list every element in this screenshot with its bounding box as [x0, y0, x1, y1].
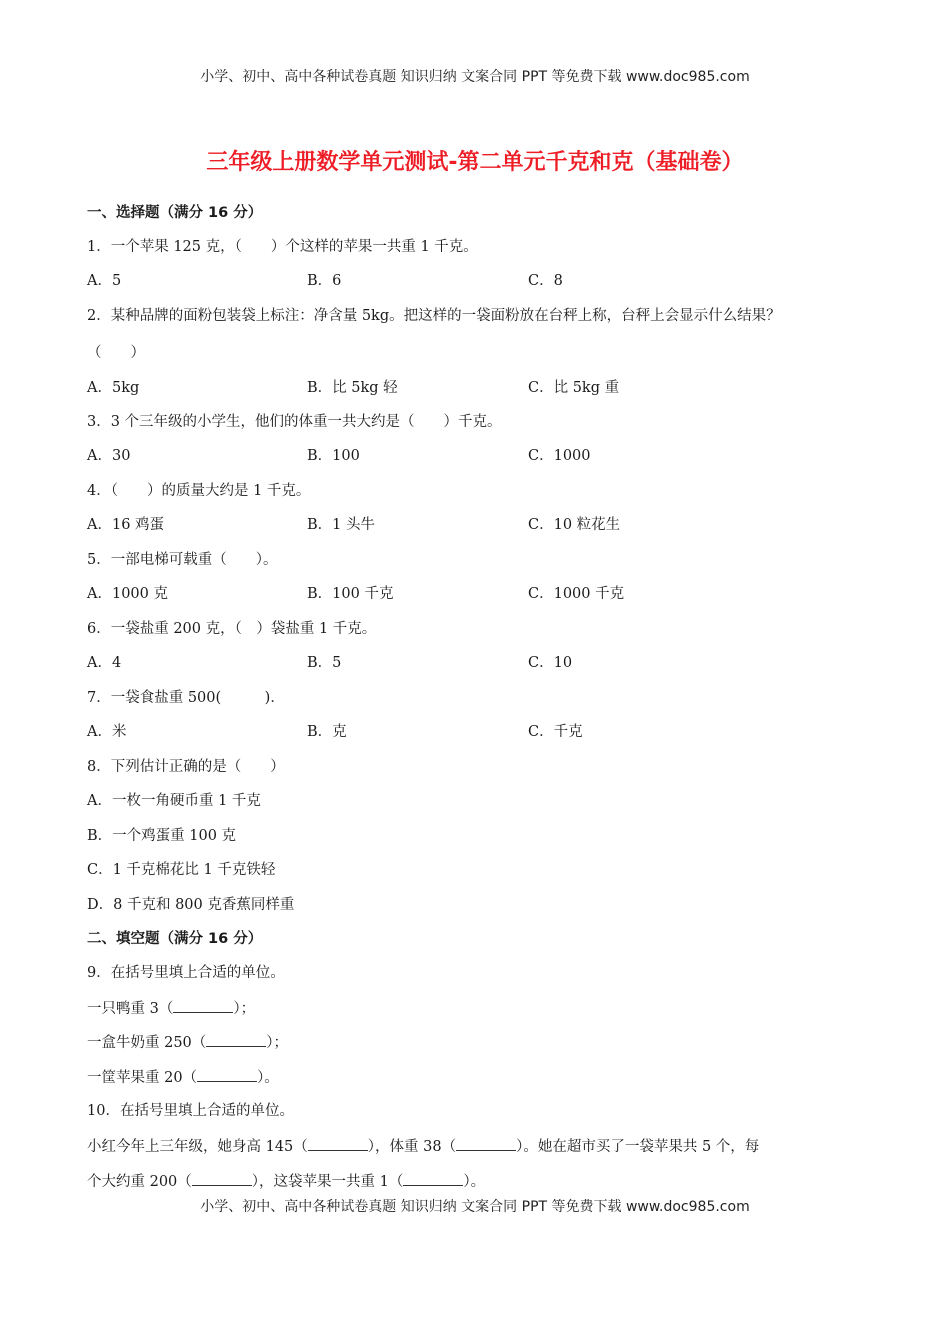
question-6-option-b[interactable]: B．5 [307, 655, 342, 671]
question-1-option-b[interactable]: B．6 [307, 273, 342, 289]
question-2-option-c[interactable]: C．比 5kg 重 [528, 380, 620, 396]
section-heading-choice: 一、选择题（满分 16 分） [87, 205, 263, 221]
question-2-stem: 2．某种品牌的面粉包装袋上标注：净含量 5kg。把这样的一袋面粉放在台秤上称，台秤上会显示什么结果？ [87, 308, 781, 324]
question-10-line-1-part-1: 小红今年上三年级，她身高 145（ [87, 1139, 308, 1155]
question-9-line-3-post: ）。 [257, 1070, 279, 1086]
question-10-line-1-part-2: ），体重 38（ [367, 1139, 457, 1155]
question-7-option-a[interactable]: A．米 [87, 724, 127, 740]
question-10-line-2-part-2: ），这袋苹果一共重 1（ [251, 1174, 404, 1190]
footer-watermark: 小学、初中、高中各种试卷真题 知识归纳 文案合同 PPT 等免费下载 www.doc985.com [200, 1199, 750, 1215]
question-10-line-2 [87, 1171, 485, 1192]
question-3-stem: 3．3 个三年级的小学生，他们的体重一共大约是（ ）千克。 [87, 414, 502, 430]
question-8-option-b[interactable]: B．一个鸡蛋重 100 克 [87, 828, 237, 844]
question-10-stem: 10．在括号里填上合适的单位。 [87, 1103, 294, 1119]
question-10-line-1 [87, 1136, 759, 1157]
question-1-option-c[interactable]: C．8 [528, 273, 563, 289]
header-watermark: 小学、初中、高中各种试卷真题 知识归纳 文案合同 PPT 等免费下载 www.doc985.com [200, 69, 750, 85]
question-5-option-b[interactable]: B．100 千克 [307, 586, 394, 602]
question-5-stem: 5．一部电梯可载重（ ）。 [87, 552, 278, 568]
question-10-line-1-part-3: ）。她在超市买了一袋苹果共 5 个，每 [516, 1139, 760, 1155]
question-7-option-b[interactable]: B．克 [307, 724, 347, 740]
question-6-option-a[interactable]: A．4 [87, 655, 122, 671]
question-8-option-a[interactable]: A．一枚一角硬币重 1 千克 [87, 793, 261, 809]
question-6-option-c[interactable]: C．10 [528, 655, 573, 671]
question-9-stem: 9．在括号里填上合适的单位。 [87, 965, 285, 981]
question-6-stem: 6．一袋盐重 200 克，（ ）袋盐重 1 千克。 [87, 621, 377, 637]
question-8-option-c[interactable]: C．1 千克棉花比 1 千克铁轻 [87, 862, 276, 878]
question-1-stem: 1．一个苹果 125 克，（ ）个这样的苹果一共重 1 千克。 [87, 239, 478, 255]
question-4-option-c[interactable]: C．10 粒花生 [528, 517, 621, 533]
answer-blank[interactable] [308, 1136, 368, 1151]
question-5-option-c[interactable]: C．1000 千克 [528, 586, 625, 602]
question-2-option-a[interactable]: A．5kg [87, 380, 140, 396]
question-9-line-2-post: ）； [266, 1035, 289, 1051]
question-1-option-a[interactable]: A．5 [87, 273, 122, 289]
question-2-stem-cont: （ ） [87, 345, 145, 361]
question-3-option-a[interactable]: A．30 [87, 448, 131, 464]
question-9-line-2 [87, 1032, 288, 1053]
question-4-stem: 4．（ ）的质量大约是 1 千克。 [87, 483, 311, 499]
section-heading-fill: 二、填空题（满分 16 分） [87, 931, 263, 947]
question-9-line-1-pre: 一只鸭重 3（ [87, 1001, 174, 1017]
answer-blank[interactable] [206, 1032, 266, 1047]
question-3-option-c[interactable]: C．1000 [528, 448, 591, 464]
question-9-line-3-pre: 一筐苹果重 20（ [87, 1070, 198, 1086]
question-9-line-3 [87, 1067, 279, 1088]
question-9-line-1 [87, 998, 255, 1019]
question-5-option-a[interactable]: A．1000 克 [87, 586, 168, 602]
answer-blank[interactable] [173, 998, 233, 1013]
answer-blank[interactable] [456, 1136, 516, 1151]
question-7-stem: 7．一袋食盐重 500( )． [87, 690, 285, 706]
page-title: 三年级上册数学单元测试-第二单元千克和克（基础卷） [206, 150, 744, 175]
question-7-option-c[interactable]: C．千克 [528, 724, 583, 740]
question-9-line-2-pre: 一盒牛奶重 250（ [87, 1035, 207, 1051]
question-8-stem: 8．下列估计正确的是（ ） [87, 759, 285, 775]
question-9-line-1-post: ）； [233, 1001, 256, 1017]
question-10-line-2-part-1: 个大约重 200（ [87, 1174, 192, 1190]
question-10-line-2-part-3: ）。 [463, 1174, 486, 1190]
question-3-option-b[interactable]: B．100 [307, 448, 360, 464]
question-8-option-d[interactable]: D．8 千克和 800 克香蕉同样重 [87, 897, 295, 913]
question-4-option-b[interactable]: B．1 头牛 [307, 517, 375, 533]
question-2-option-b[interactable]: B．比 5kg 轻 [307, 380, 398, 396]
answer-blank[interactable] [192, 1171, 252, 1186]
answer-blank[interactable] [403, 1171, 463, 1186]
question-4-option-a[interactable]: A．16 鸡蛋 [87, 517, 165, 533]
answer-blank[interactable] [197, 1067, 257, 1082]
